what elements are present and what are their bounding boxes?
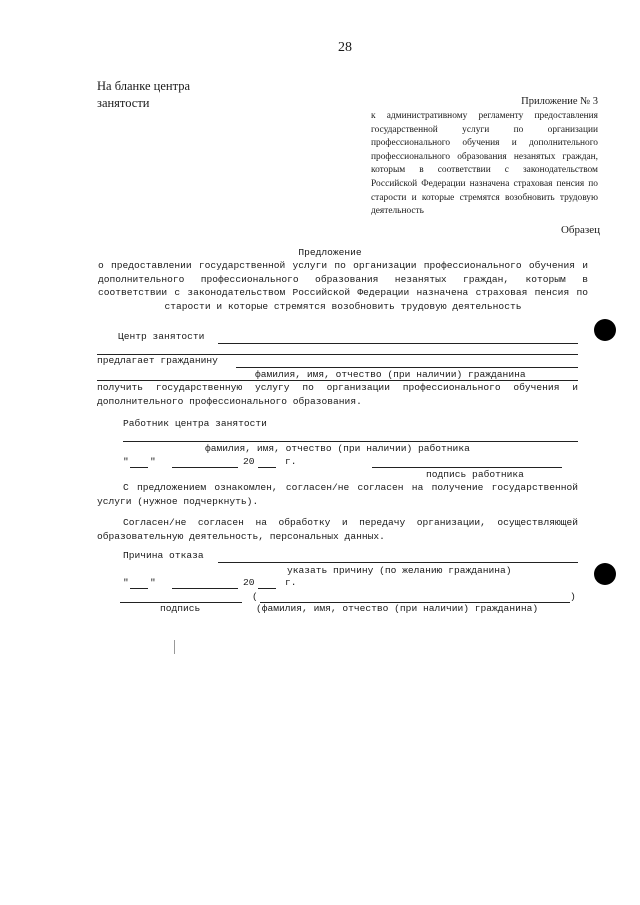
- employee-signature-caption: подпись работника: [426, 469, 524, 480]
- citizen-date-year-prefix: 20: [243, 577, 255, 588]
- scan-mark: [174, 640, 175, 654]
- citizen-signature-caption: подпись: [160, 603, 201, 614]
- acknowledged-text: С предложением ознакомлен, согласен/не согласен на получение государственной услуги (нужное подчеркнуть).: [97, 482, 578, 507]
- citizen-date-year-line[interactable]: [258, 588, 276, 589]
- citizen-date-quote-close: ": [150, 577, 156, 588]
- letterhead-line-1: На бланке центра: [97, 79, 190, 93]
- refusal-caption: указать причину (по желанию гражданина): [287, 565, 512, 576]
- citizen-date-day-line[interactable]: [130, 588, 148, 589]
- proposal-title: Предложение: [298, 247, 362, 258]
- employee-date-day-line[interactable]: [130, 467, 148, 468]
- appendix-body: к административному регламенту предоставления государственной услуги по организации профессионального обучения и дополнительного профессионального образования незанятых граждан, которым в соответствии с законодательством Российской Федерации назначена страховая пенсия по старости и которые стремятся возобновить трудовую деятельность: [371, 111, 598, 217]
- employee-date-quote-close: ": [150, 456, 156, 467]
- employee-name-caption: фамилия, имя, отчество (при наличии) работника: [205, 443, 470, 454]
- consent-text: Согласен/не согласен на обработку и передачу организации, осуществляющей образовательную деятельность, персональных данных.: [97, 517, 578, 542]
- citizen-date-year-suffix: г.: [285, 577, 297, 588]
- appendix-title: Приложение № 3: [521, 96, 598, 107]
- citizen-fio-open-paren: (: [252, 591, 258, 602]
- employee-signature-line[interactable]: [372, 467, 562, 468]
- citizen-name-line[interactable]: [236, 367, 578, 368]
- citizen-date-month-line[interactable]: [172, 588, 238, 589]
- letterhead-note: [97, 78, 190, 112]
- service-text: получить государственную услугу по организации профессионального обучения и дополнительного профессионального образования.: [97, 382, 578, 407]
- employee-date-quote-open: ": [123, 456, 129, 467]
- sample-label: Образец: [560, 224, 600, 236]
- offers-label: предлагает гражданину: [97, 355, 218, 366]
- binder-hole-top: [594, 319, 616, 341]
- employee-date-month-line[interactable]: [172, 467, 238, 468]
- employee-date-year-prefix: 20: [243, 456, 255, 467]
- center-label: Центр занятости: [118, 331, 205, 342]
- binder-hole-bottom: [594, 563, 616, 585]
- employee-date-year-line[interactable]: [258, 467, 276, 468]
- citizen-fio-close-paren: ): [570, 591, 576, 602]
- employee-label: Работник центра занятости: [123, 418, 267, 429]
- employee-date-year-suffix: г.: [285, 456, 297, 467]
- page-number: 28: [338, 40, 352, 55]
- citizen-fio-caption: (фамилия, имя, отчество (при наличии) гражданина): [256, 603, 539, 614]
- refusal-label: Причина отказа: [123, 550, 204, 561]
- citizen-name-caption: фамилия, имя, отчество (при наличии) гражданина: [255, 369, 526, 380]
- citizen-date-quote-open: ": [123, 577, 129, 588]
- refusal-reason-line[interactable]: [218, 562, 578, 563]
- employee-name-line[interactable]: [123, 441, 578, 442]
- center-name-line[interactable]: [218, 343, 578, 344]
- letterhead-line-2: занятости: [97, 96, 150, 110]
- proposal-body: о предоставлении государственной услуги по организации профессионального обучения и дополнительного профессионального образования незанятых граждан, которым в соответствии с законодательством Российской Федерации назначена страховая пенсия по старости и которые стремятся возобновить трудовую деятельность: [98, 260, 588, 312]
